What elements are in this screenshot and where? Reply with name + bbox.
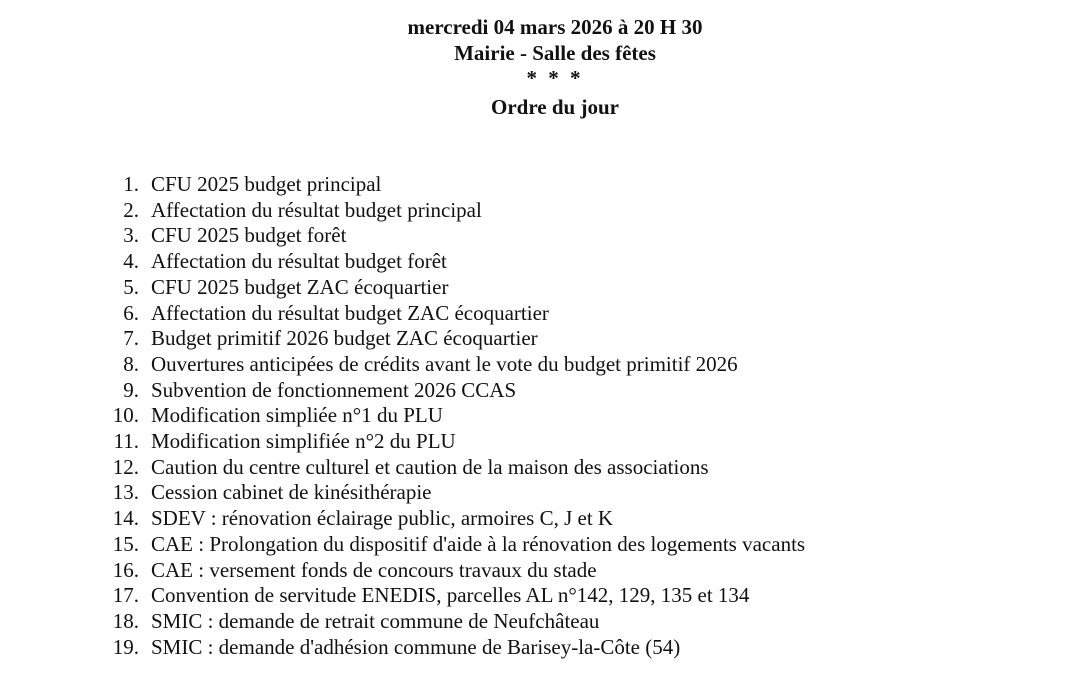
- agenda-item-text: Convention de servitude ENEDIS, parcelles AL n°142, 129, 135 et 134: [151, 583, 750, 608]
- agenda-item-number: 2.: [123, 197, 139, 222]
- agenda-item-number: 12.: [112, 454, 139, 479]
- agenda-item-text: Cession cabinet de kinésithérapie: [151, 480, 432, 505]
- agenda-item-text: Caution du centre culturel et caution de la maison des associations: [151, 454, 709, 479]
- agenda-item-text: SMIC : demande de retrait commune de Neufchâteau: [151, 608, 600, 633]
- meeting-location: Mairie - Salle des fêtes: [454, 41, 656, 65]
- agenda-item: [104, 480, 805, 506]
- agenda-item: [104, 352, 805, 378]
- agenda-item-number: 6.: [123, 300, 139, 325]
- agenda-item: [104, 635, 805, 661]
- agenda-item: [104, 301, 805, 327]
- agenda-item-text: Budget primitif 2026 budget ZAC écoquartier: [151, 326, 538, 351]
- agenda-item-number: 13.: [112, 480, 139, 505]
- agenda-item-number: 3.: [123, 223, 139, 248]
- agenda-item-text: CFU 2025 budget principal: [151, 172, 382, 196]
- agenda-item-number: 16.: [112, 557, 139, 582]
- agenda-item-number: 18.: [112, 608, 139, 633]
- agenda-item-text: Subvention de fonctionnement 2026 CCAS: [151, 377, 517, 402]
- agenda-item: [104, 583, 805, 609]
- agenda-item: [104, 326, 805, 352]
- meeting-date: mercredi 04 mars 2026 à 20 H 30: [407, 15, 703, 39]
- page-title: Ordre du jour: [491, 95, 619, 119]
- agenda-item: [104, 198, 805, 224]
- agenda-item-text: SDEV : rénovation éclairage public, armoires C, J et K: [151, 506, 614, 531]
- agenda-item: [104, 506, 805, 532]
- agenda-item: [104, 429, 805, 455]
- agenda-item: [104, 455, 805, 481]
- agenda-item-text: Affectation du résultat budget principal: [151, 197, 482, 222]
- agenda-item-number: 19.: [112, 634, 139, 659]
- agenda-item-text: CAE : Prolongation du dispositif d'aide à la rénovation des logements vacants: [151, 531, 806, 556]
- agenda-item-number: 5.: [123, 274, 139, 299]
- agenda-item-number: 10.: [112, 403, 139, 428]
- agenda-item-text: Affectation du résultat budget ZAC écoquartier: [151, 300, 549, 325]
- agenda-item-text: Affectation du résultat budget forêt: [151, 249, 447, 274]
- agenda-item-number: 15.: [112, 531, 139, 556]
- agenda-list: [104, 172, 805, 660]
- agenda-item-number: 4.: [123, 249, 139, 274]
- agenda-item-number: 7.: [123, 326, 139, 351]
- agenda-item-number: 8.: [123, 351, 139, 376]
- separator: * * *: [526, 66, 584, 90]
- agenda-item: [104, 558, 805, 584]
- agenda-item-text: Modification simplifiée n°2 du PLU: [151, 429, 456, 454]
- agenda-item: [104, 532, 805, 558]
- agenda-item-number: 17.: [112, 583, 139, 608]
- agenda-item-text: SMIC : demande d'adhésion commune de Barisey-la-Côte (54): [151, 634, 681, 659]
- agenda-item-text: CFU 2025 budget ZAC écoquartier: [151, 274, 449, 299]
- agenda-item: [104, 275, 805, 301]
- agenda-item-text: Modification simpliée n°1 du PLU: [151, 403, 443, 428]
- agenda-item: [104, 609, 805, 635]
- agenda-item-number: 1.: [123, 172, 139, 196]
- agenda-item: [104, 172, 805, 198]
- agenda-item: [104, 378, 805, 404]
- agenda-item-number: 14.: [112, 506, 139, 531]
- agenda-item-number: 9.: [123, 377, 139, 402]
- agenda-item: [104, 403, 805, 429]
- agenda-item: [104, 223, 805, 249]
- agenda-item-text: Ouvertures anticipées de crédits avant le vote du budget primitif 2026: [151, 351, 738, 376]
- agenda-item-text: CFU 2025 budget forêt: [151, 223, 347, 248]
- agenda-item-number: 11.: [113, 429, 139, 454]
- document-header: [0, 14, 1080, 120]
- agenda-item: [104, 249, 805, 275]
- agenda-item-text: CAE : versement fonds de concours travaux du stade: [151, 557, 597, 582]
